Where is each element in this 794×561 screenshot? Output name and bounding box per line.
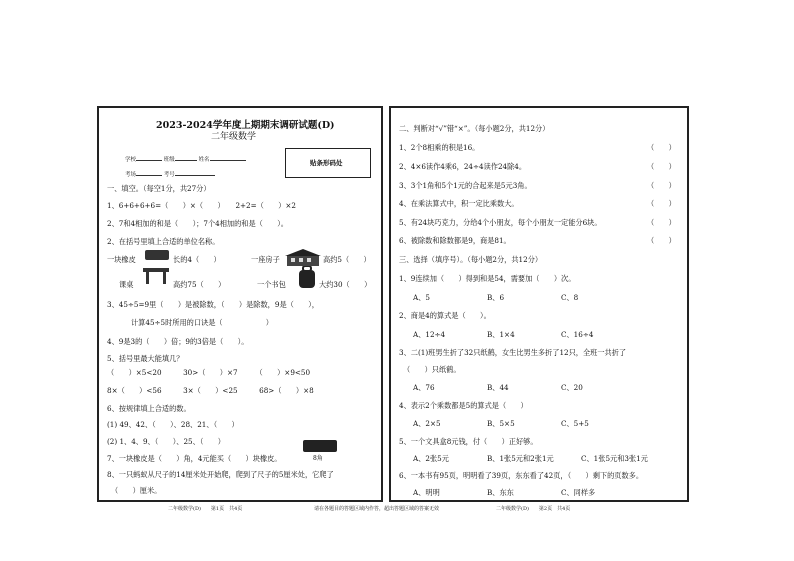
q3-eraser-label: 一块橡皮	[107, 255, 136, 264]
q3-house-blank: 高约5（ ）	[323, 255, 371, 264]
question-9b: （ ）厘米。	[111, 486, 162, 495]
section1-title: 一、填空。（每空1分，共27分）	[107, 184, 211, 193]
backpack-icon	[297, 266, 317, 288]
q3-bag-label: 一个书包	[257, 280, 286, 289]
judge-4: 4、在乘法算式中，积一定比乘数大。	[399, 199, 519, 208]
house-icon	[285, 248, 321, 266]
choice-6-opt-c: C、同样多	[561, 488, 596, 497]
question-9: 8、一只蚂蚁从尺子的14厘米处开始爬，爬到了尺子的5厘米处，它爬了	[107, 470, 334, 479]
choice-5: 5、一个文具盒8元钱，付（ ）正好够。	[399, 437, 538, 446]
choice-3-opt-c: C、20	[561, 383, 583, 392]
judge-1: 1、2个8相乘的积是16。	[399, 143, 480, 152]
choice-3: 3、二(1)班男生折了32只纸鹤，女生比男生多折了12只，全班一共折了	[399, 348, 627, 357]
choice-5-opt-c: C、1张5元和3张1元	[581, 454, 648, 463]
school-label: 学校	[125, 157, 137, 163]
choice-4: 4、表示2个乘数都是5的算式是（ ）	[399, 401, 528, 410]
eraser-price: 8角	[313, 455, 323, 462]
choice-3-opt-a: A、76	[413, 383, 435, 392]
question-3: 2、在括号里填上合适的单位名称。	[107, 237, 220, 246]
left-page	[97, 106, 383, 502]
judge-6: 6、被除数和除数都是9，商是81。	[399, 236, 511, 245]
exam-title: 2023-2024学年度上期期末调研试题(D)	[156, 120, 335, 131]
barcode-label: 贴条形码处	[310, 159, 343, 167]
question-5: 4、9是3的（ ）倍；9的3倍是（ ）。	[107, 337, 249, 346]
seat-no-label: 考号	[163, 172, 175, 178]
footer-right: 二年级数学(D) 第2页 共4页	[496, 506, 571, 512]
judge-3: 3、3个1角和5个1元的合起来是5元3角。	[399, 181, 532, 190]
section3-title: 三、选择（填序号）。（每小题2分，共12分）	[399, 255, 543, 264]
choice-2-opt-b: B、1×4	[487, 330, 515, 339]
judge-5: 5、有24块巧克力，分给4个小朋友，每个小朋友一定能分6块。	[399, 218, 602, 227]
class-label: 班级	[163, 157, 175, 163]
question-4: 3、45÷5=9里（ ）是被除数，（ ）是除数，9是（ ），	[107, 300, 319, 309]
q3-bag-blank: 大约30（ ）	[319, 280, 372, 289]
question-7-row2: (2) 1、4、9、（ ）、25、（ ）	[107, 437, 225, 446]
choice-4-opt-b: B、5×5	[487, 419, 515, 428]
question-4b: 计算45÷5时所用的口诀是（ ）	[131, 318, 273, 327]
choice-6-opt-b: B、东东	[487, 488, 514, 497]
barcode-box	[285, 148, 371, 178]
judge-2: 2、4×6读作4乘6，24÷4读作24除4。	[399, 162, 527, 171]
judge-3-paren: （ ）	[647, 181, 676, 190]
choice-4-opt-c: C、5+5	[561, 419, 589, 428]
desk-icon	[143, 268, 169, 284]
footer-middle: 请在各题目的答题区域内作答，超出答题区域的答案无效	[314, 506, 440, 512]
question-7-row1: (1) 49、42、（ ）、28、21、（ ）	[107, 420, 239, 429]
question-8: 7、一块橡皮是（ ）角，4元能买（ ）块橡皮。	[107, 454, 282, 463]
exam-no-field	[125, 171, 215, 180]
choice-3-opt-b: B、44	[487, 383, 509, 392]
choice-1-opt-a: A、5	[413, 293, 430, 302]
q3-eraser-blank: 长的4（ ）	[173, 255, 221, 264]
q3-desk-blank: 高约75（ ）	[173, 280, 226, 289]
eraser-price-icon	[303, 440, 337, 452]
question-6: 5、括号里最大能填几？	[107, 354, 184, 363]
choice-6-opt-a: A、明明	[413, 488, 440, 497]
choice-5-opt-b: B、1张5元和2张1元	[487, 454, 554, 463]
exam-subtitle: 二年级数学	[211, 132, 257, 142]
question-1: 1、6+6+6+6=（ ）×（ ） 2+2=（ ）×2	[107, 201, 296, 210]
name-label: 姓名	[198, 157, 210, 163]
right-page	[389, 106, 689, 502]
section2-title: 二、判断对“√”错“×”。（每小题2分，共12分）	[399, 124, 550, 133]
judge-5-paren: （ ）	[647, 218, 676, 227]
question-2: 2、7和4相加的和是（ ）；7个4相加的和是（ ）。	[107, 219, 288, 228]
question-6-row1: （ ）×5<20 30>（ ）×7 （ ）×9<50	[107, 368, 311, 377]
choice-4-opt-a: A、2×5	[413, 419, 441, 428]
choice-1-opt-b: B、6	[487, 293, 505, 302]
choice-2: 2、商是4的算式是（ ）。	[399, 311, 491, 320]
eraser-icon	[145, 250, 169, 260]
q3-desk-label: 课桌	[119, 280, 134, 289]
choice-3b: （ ）只纸鹤。	[403, 365, 461, 374]
choice-1-opt-c: C、8	[561, 293, 579, 302]
q3-house-label: 一座房子	[251, 255, 280, 264]
choice-2-opt-a: A、12÷4	[413, 330, 446, 339]
school-field	[125, 156, 246, 165]
footer-left: 二年级数学(D) 第1页 共4页	[168, 506, 243, 512]
judge-6-paren: （ ）	[647, 236, 676, 245]
judge-4-paren: （ ）	[647, 199, 676, 208]
choice-5-opt-a: A、2张5元	[413, 454, 449, 463]
choice-2-opt-c: C、16÷4	[561, 330, 594, 339]
choice-1: 1、9连续加（ ）得到和是54，需要加（ ）次。	[399, 274, 576, 283]
choice-6: 6、一本书有95页，明明看了39页，东东看了42页，（ ）剩下的页数多。	[399, 471, 644, 480]
exam-no-label: 考场	[125, 172, 137, 178]
judge-2-paren: （ ）	[647, 162, 676, 171]
question-6-row2: 8×（ ）<56 3×（ ）<25 68>（ ）×8	[107, 386, 314, 395]
judge-1-paren: （ ）	[647, 143, 676, 152]
question-7: 6、按规律填上合适的数。	[107, 404, 191, 413]
